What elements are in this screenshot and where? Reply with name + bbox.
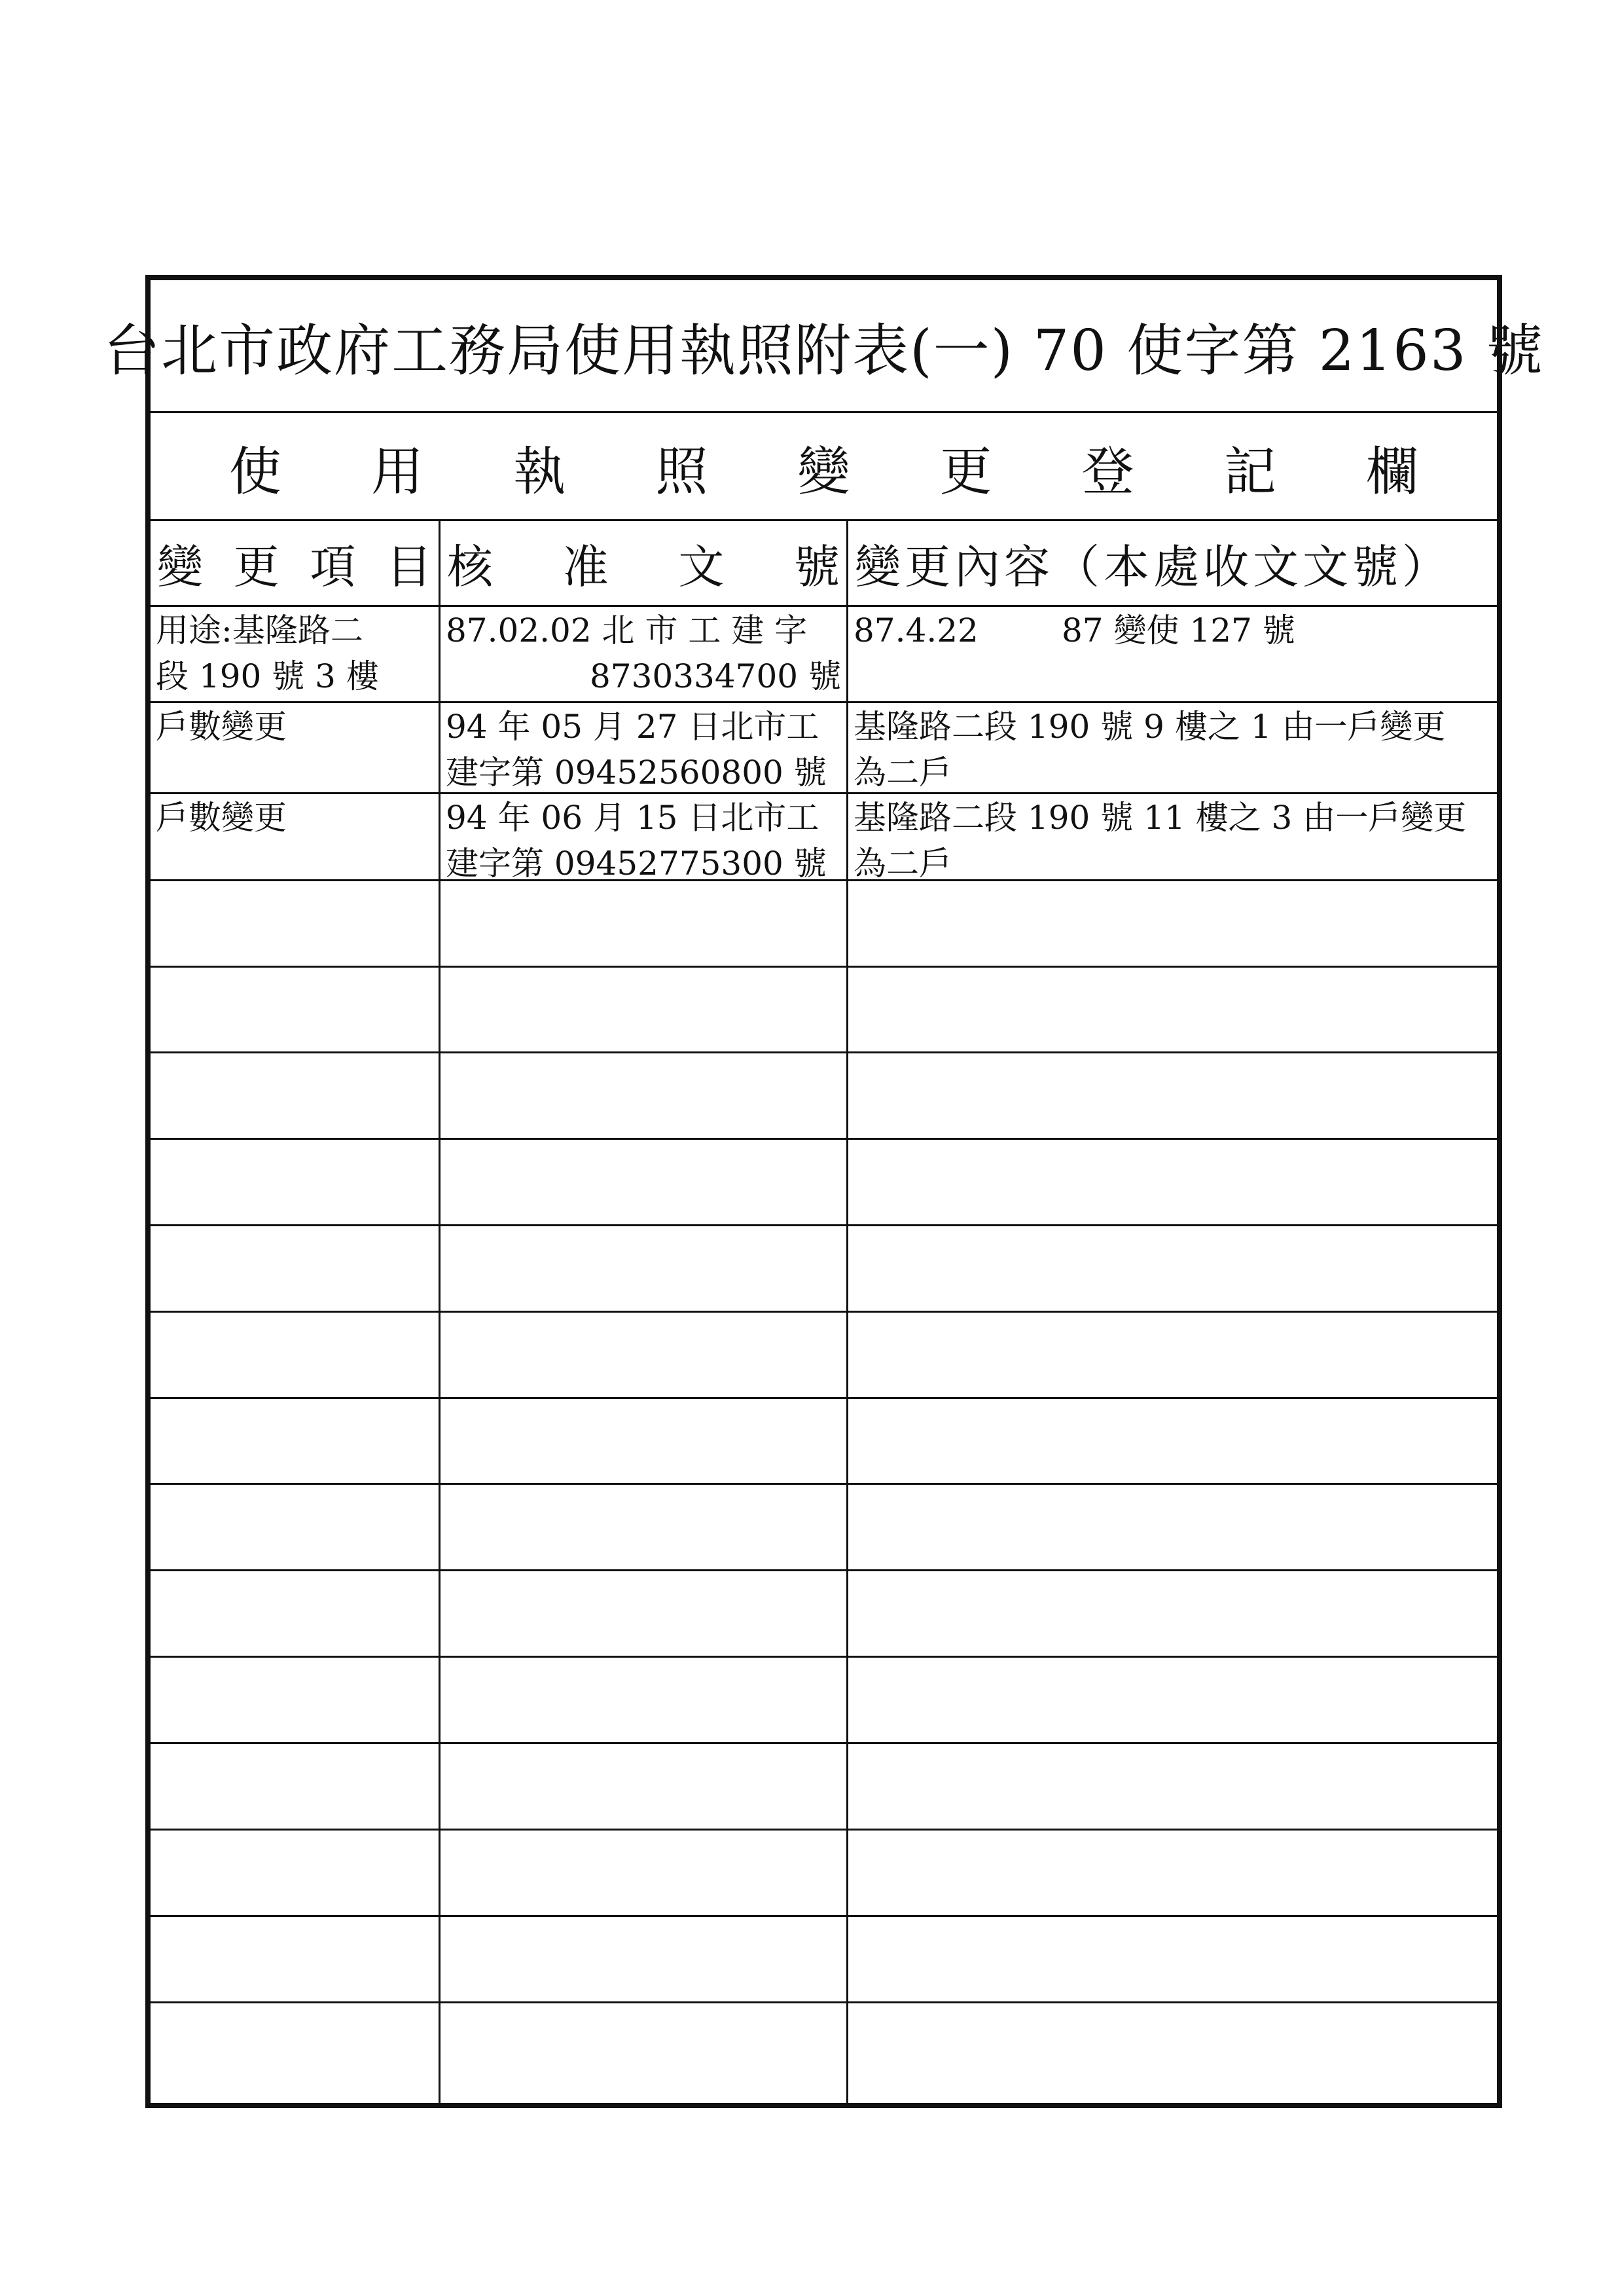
row-2-content: 基隆路二段 190 號 9 樓之 1 由一戶變更 為二戶 [854, 708, 1446, 792]
heading-char: 執 [513, 441, 566, 502]
heading-char: 記 [1223, 441, 1276, 502]
heading-char: 變 [797, 441, 850, 502]
heading-char: 用 [371, 441, 424, 502]
divider [151, 605, 1497, 607]
column-header-approval: 核 准 文 號 [447, 539, 840, 594]
column-header-item: 變 更 項 目 [157, 539, 432, 594]
row-2-item: 戶數變更 [156, 708, 287, 746]
empty-row-divider [151, 1829, 1497, 1831]
row-divider [151, 879, 1497, 881]
divider [151, 411, 1497, 413]
empty-row-divider [151, 2001, 1497, 2003]
empty-row-divider [151, 1569, 1497, 1571]
heading-char: 更 [939, 441, 992, 502]
empty-row-divider [151, 1656, 1497, 1658]
heading-char: 欄 [1366, 441, 1418, 502]
empty-row-divider [151, 1742, 1497, 1744]
empty-row-divider [151, 1397, 1497, 1399]
document-title: 台北市政府工務局使用執照附表(一) 70 使字第 2163 號 [103, 318, 1544, 384]
row-3-item: 戶數變更 [156, 799, 287, 837]
heading-char: 使 [229, 441, 281, 502]
row-divider [151, 701, 1497, 703]
row-3-approval: 94 年 06 月 15 日北市工 建字第 09452775300 號 [446, 799, 827, 883]
heading-char: 照 [655, 441, 708, 502]
heading-char: 登 [1081, 441, 1134, 502]
section-heading [151, 414, 1497, 519]
empty-row-divider [151, 966, 1497, 968]
row-3-content: 基隆路二段 190 號 11 樓之 3 由一戶變更 為二戶 [854, 799, 1467, 883]
column-header-content: 變更內容（本處收文文號） [855, 539, 1452, 594]
row-1-approval: 87.02.02 北 市 工 建 字 8730334700 號 [446, 611, 841, 695]
empty-row-divider [151, 1311, 1497, 1313]
empty-row-divider [151, 1224, 1497, 1226]
row-1-content: 87.4.22 87 變使 127 號 [854, 611, 1295, 649]
row-1-item: 用途:基隆路二 段 190 號 3 樓 [156, 611, 379, 695]
row-2-approval: 94 年 05 月 27 日北市工 建字第 09452560800 號 [446, 708, 827, 792]
empty-row-divider [151, 1915, 1497, 1917]
empty-row-divider [151, 1138, 1497, 1140]
row-divider [151, 792, 1497, 794]
document-frame [103, 275, 1544, 2108]
empty-row-divider [151, 1483, 1497, 1485]
empty-row-divider [151, 1051, 1497, 1053]
